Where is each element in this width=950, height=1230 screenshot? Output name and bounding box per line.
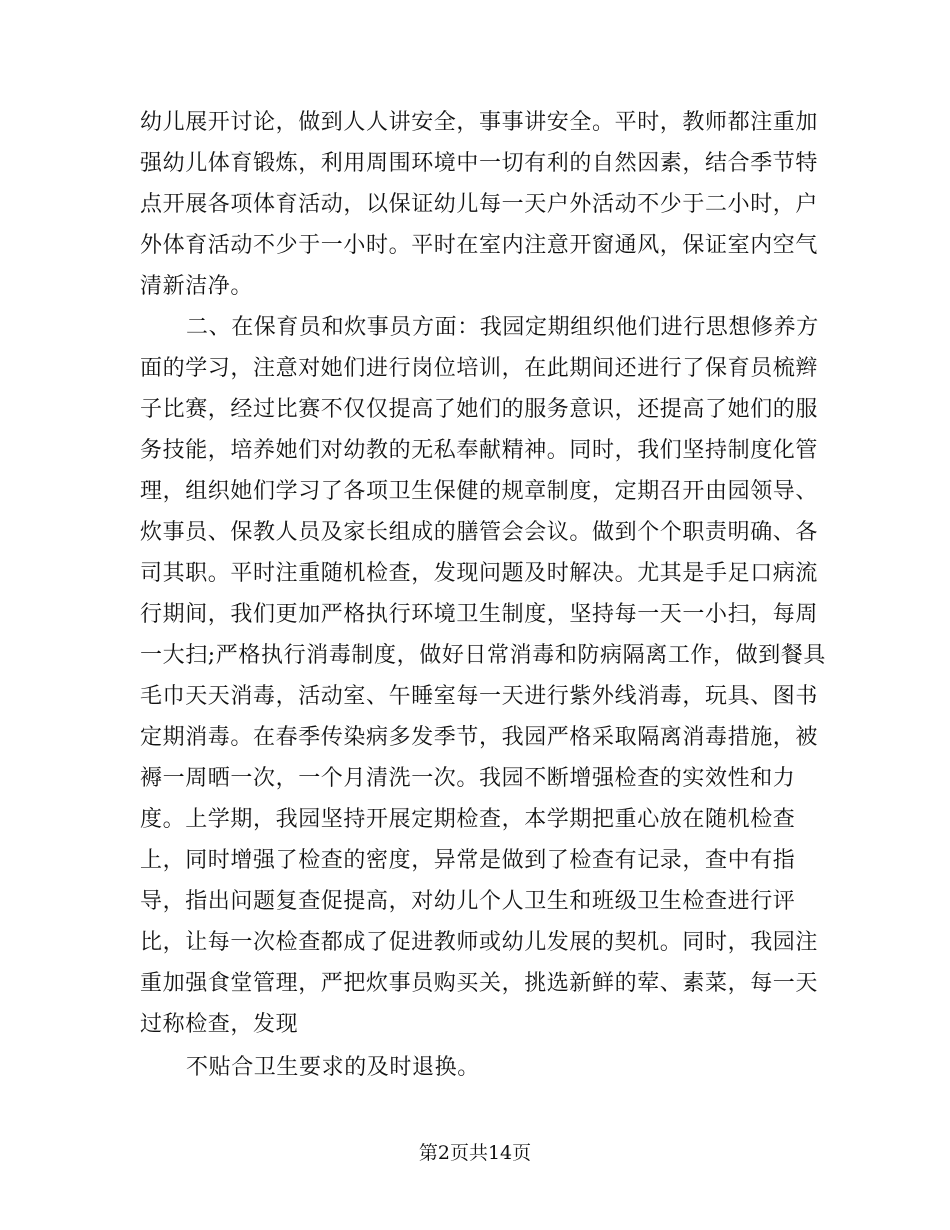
text-line-22: 重加强食堂管理，严把炊事员购买关，挑选新鲜的荤、素菜，每一天 — [140, 971, 819, 996]
text-line-24: 不贴合卫生要求的及时退换。 — [186, 1055, 480, 1080]
text-line-9: 务技能，培养她们对幼教的无私奉献精神。同时，我们坚持制度化管 — [140, 438, 819, 463]
text-line-12: 司其职。平时注重随机检查，发现问题及时解决。尤其是手足口病流 — [140, 561, 819, 586]
text-line-2: 强幼儿体育锻炼，利用周围环境中一切有利的自然因素，结合季节特 — [140, 151, 819, 176]
text-line-4: 外体育活动不少于一小时。平时在室内注意开窗通风，保证室内空气 — [140, 233, 819, 258]
text-line-1: 幼儿展开讨论，做到人人讲安全，事事讲安全。平时，教师都注重加 — [140, 110, 819, 135]
text-line-7: 面的学习，注意对她们进行岗位培训，在此期间还进行了保育员梳辫 — [140, 356, 819, 381]
text-line-10: 理，组织她们学习了各项卫生保健的规章制度，定期召开由园领导、 — [140, 479, 819, 504]
text-line-11: 炊事员、保教人员及家长组成的膳管会会议。做到个个职责明确、各 — [140, 520, 819, 545]
text-line-17: 褥一周晒一次，一个月清洗一次。我园不断增强检查的实效性和力 — [140, 766, 796, 791]
text-line-13: 行期间，我们更加严格执行环境卫生制度，坚持每一天一小扫，每周 — [140, 602, 819, 627]
text-line-14: 一大扫;严格执行消毒制度，做好日常消毒和防病隔离工作，做到餐具 — [140, 643, 827, 668]
text-line-23: 过称检查，发现 — [140, 1012, 299, 1037]
text-line-20: 导，指出问题复查促提高，对幼儿个人卫生和班级卫生检查进行评 — [140, 889, 796, 914]
text-line-21: 比，让每一次检查都成了促进教师或幼儿发展的契机。同时，我园注 — [140, 930, 819, 955]
text-line-6: 二、在保育员和炊事员方面：我园定期组织他们进行思想修养方 — [186, 315, 819, 340]
text-line-19: 上，同时增强了检查的密度，异常是做到了检查有记录，查中有指 — [140, 848, 796, 873]
page-number-footer: 第2页共14页 — [418, 1142, 532, 1164]
text-line-5: 清新洁净。 — [140, 274, 254, 299]
text-line-16: 定期消毒。在春季传染病多发季节，我园严格采取隔离消毒措施，被 — [140, 725, 819, 750]
text-line-8: 子比赛，经过比赛不仅仅提高了她们的服务意识，还提高了她们的服 — [140, 397, 819, 422]
text-line-3: 点开展各项体育活动，以保证幼儿每一天户外活动不少于二小时，户 — [140, 192, 819, 217]
text-line-18: 度。上学期，我园坚持开展定期检查，本学期把重心放在随机检查 — [140, 807, 796, 832]
text-line-15: 毛巾天天消毒，活动室、午睡室每一天进行紫外线消毒，玩具、图书 — [140, 684, 819, 709]
